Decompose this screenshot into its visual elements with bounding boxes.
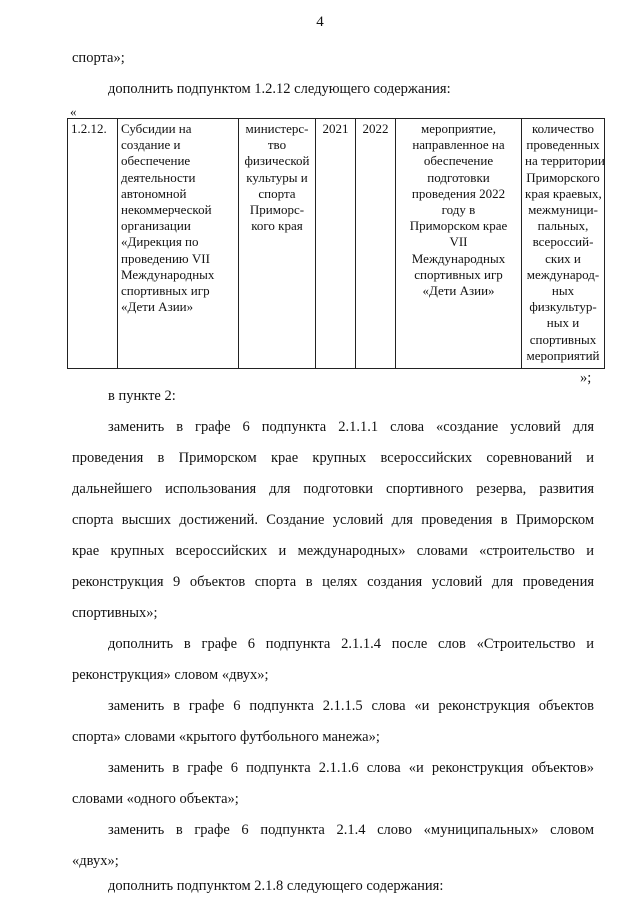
text-line: заменить в графе 6 подпункта 2.1.1.6 слова «и реконструкция объектов» [108, 760, 594, 776]
cell-line: создание и [121, 137, 181, 153]
cell-line: кого края [251, 218, 303, 234]
cell-line: некоммерческой [121, 202, 212, 218]
cell-line: спортивных [529, 331, 597, 347]
cell-line: году в [441, 202, 476, 218]
close-quote: »; [580, 370, 592, 386]
text-line: крае крупных всероссийских и международных» словами «строительство и [72, 543, 594, 559]
text-line: спортивных»; [72, 605, 158, 621]
cell-line: подготовки [427, 169, 490, 185]
cell-line: физкультур- [529, 299, 597, 315]
cell-line: «Дети Азии» [422, 283, 495, 299]
cell-line: пальных, [537, 218, 589, 234]
cell-line: Субсидии на [121, 121, 192, 136]
cell-line: Международных [411, 250, 506, 266]
cell-line: проведения 2022 [411, 185, 506, 201]
cell-line: физической [244, 153, 310, 169]
intro-line-2: дополнить подпунктом 1.2.12 следующего содержания: [108, 81, 451, 97]
cell-line: Приморском крае [409, 218, 508, 234]
cell-line: тво [267, 137, 287, 153]
cell-line: межмуници- [528, 202, 598, 218]
text-line: дополнить подпунктом 2.1.8 следующего содержания: [108, 878, 444, 894]
cell-line: ных и [546, 315, 580, 331]
cell-line: Международных [121, 266, 215, 282]
cell-line: края краевых, [525, 185, 602, 201]
cell-line: спортивных игр [121, 283, 210, 299]
cell-line: культуры и [246, 169, 308, 185]
cell-line: на территории [525, 153, 605, 169]
cell-line: «Дети Азии» [121, 299, 194, 315]
cell-line: мероприятие, [420, 121, 497, 136]
cell-event [396, 119, 522, 369]
cell-line: Приморс- [249, 202, 305, 218]
cell-line: количество [531, 121, 595, 136]
text-line: «двух»; [72, 853, 119, 869]
cell-line: проведенных [526, 137, 600, 153]
cell-line: организации [121, 218, 191, 234]
cell-indicator [522, 119, 605, 369]
text-line: реконструкция 9 объектов спорта в целях создания условий для проведения [72, 574, 594, 590]
text-line: проведения в Приморском крае крупных всероссийских соревнований и [72, 450, 594, 466]
text-line: в пункте 2: [108, 388, 176, 404]
open-quote: « [70, 104, 77, 119]
text-line: заменить в графе 6 подпункта 2.1.1.5 слова «и реконструкция объектов [108, 698, 594, 714]
table-row [68, 119, 605, 369]
cell-year-start: 2021 [316, 119, 356, 369]
cell-year-end: 2022 [356, 119, 396, 369]
intro-line-1: спорта»; [72, 50, 125, 66]
text-line: заменить в графе 6 подпункта 2.1.4 слово «муниципальных» словом [108, 822, 594, 838]
amendment-table [67, 118, 605, 369]
cell-line: спорта [258, 185, 296, 201]
cell-line: «Дирекция по [121, 234, 199, 250]
text-line: дальнейшего использования для подготовки спортивного резерва, развития [72, 481, 594, 497]
text-line: дополнить в графе 6 подпункта 2.1.1.4 после слов «Строительство и [108, 636, 594, 652]
cell-line: международ- [526, 266, 600, 282]
text-line: реконструкция» словом «двух»; [72, 667, 269, 683]
cell-number: 1.2.12. [68, 119, 118, 369]
cell-line: министерс- [245, 121, 309, 136]
cell-line: обеспечение [423, 153, 494, 169]
cell-line: направленное на [412, 137, 505, 153]
text-line: заменить в графе 6 подпункта 2.1.1.1 слова «создание условий для [108, 419, 594, 435]
cell-line: всероссий- [532, 234, 594, 250]
text-line: спорта» словами «крытого футбольного манежа»; [72, 729, 380, 745]
cell-line: VII [449, 234, 468, 250]
cell-line: автономной [121, 185, 187, 201]
page-number: 4 [316, 14, 324, 30]
text-line: словами «одного объекта»; [72, 791, 239, 807]
cell-line: ных [551, 283, 575, 299]
text-line: спорта высших достижений. Создание условий для проведения в Приморском [72, 512, 594, 528]
cell-line: деятельности [121, 169, 196, 185]
cell-description [118, 119, 239, 369]
cell-line: спортивных игр [414, 266, 503, 282]
cell-executor [239, 119, 316, 369]
cell-line: мероприятий [526, 347, 600, 363]
cell-line: Приморского [526, 169, 600, 185]
cell-line: проведению VII [121, 250, 210, 266]
cell-line: ских и [545, 250, 581, 266]
cell-line: обеспечение [121, 153, 191, 169]
